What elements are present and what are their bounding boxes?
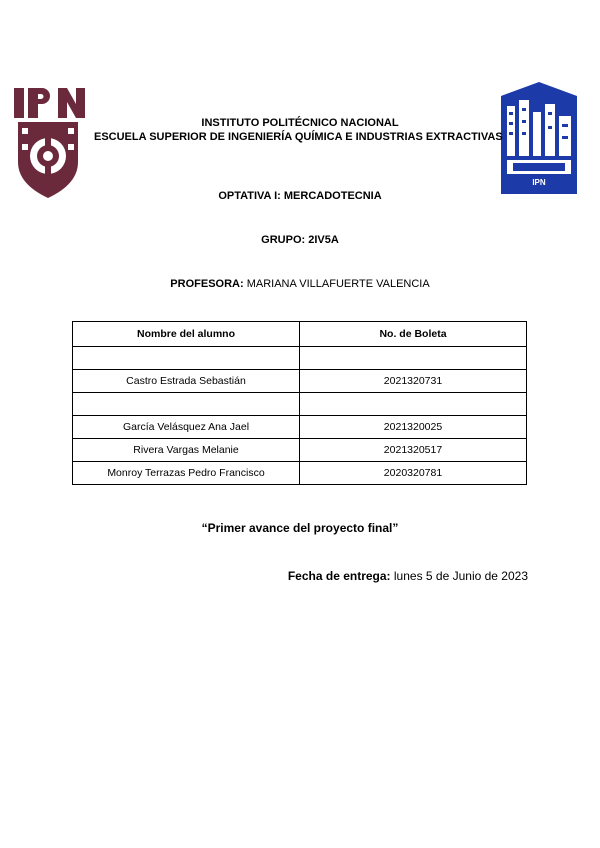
group-label: GRUPO: 2IV5A	[261, 234, 339, 246]
students-table	[72, 321, 527, 485]
ipn-logo-icon	[8, 84, 88, 200]
delivery-date-line	[288, 569, 528, 583]
logo-ipn-text: IPN	[532, 178, 546, 187]
professor-name: MARIANA VILLAFUERTE VALENCIA	[246, 278, 430, 290]
column-header-boleta: No. de Boleta	[300, 322, 527, 347]
school-name: ESCUELA SUPERIOR DE INGENIERÍA QUÍMICA E INDUSTRIAS EXTRACTIVAS	[94, 131, 503, 143]
student-name-cell: Rivera Vargas Melanie	[73, 439, 300, 462]
esiqie-logo-icon	[499, 82, 579, 194]
table-row	[73, 439, 527, 462]
professor-label: PROFESORA:	[170, 278, 244, 290]
project-title: “Primer avance del proyecto final”	[201, 521, 399, 535]
table-row	[73, 462, 527, 485]
table-row	[73, 370, 527, 393]
student-name-cell	[73, 347, 300, 370]
student-name-cell: García Velásquez Ana Jael	[73, 416, 300, 439]
professor-line	[0, 278, 600, 290]
student-name-cell	[73, 393, 300, 416]
subject-title: OPTATIVA I: MERCADOTECNIA	[218, 190, 382, 202]
institution-name: INSTITUTO POLITÉCNICO NACIONAL	[201, 117, 399, 129]
table-row	[73, 416, 527, 439]
boleta-cell	[300, 347, 527, 370]
boleta-cell: 2021320025	[300, 416, 527, 439]
boleta-cell: 2021320731	[300, 370, 527, 393]
boleta-cell	[300, 393, 527, 416]
boleta-cell: 2021320517	[300, 439, 527, 462]
table-row	[73, 347, 527, 370]
student-name-cell: Castro Estrada Sebastián	[73, 370, 300, 393]
table-row	[73, 393, 527, 416]
delivery-date-value: lunes 5 de Junio de 2023	[393, 569, 528, 583]
column-header-name: Nombre del alumno	[73, 322, 300, 347]
delivery-date-label: Fecha de entrega:	[287, 569, 391, 583]
table-header-row	[73, 322, 527, 347]
student-name-cell: Monroy Terrazas Pedro Francisco	[73, 462, 300, 485]
boleta-cell: 2020320781	[300, 462, 527, 485]
